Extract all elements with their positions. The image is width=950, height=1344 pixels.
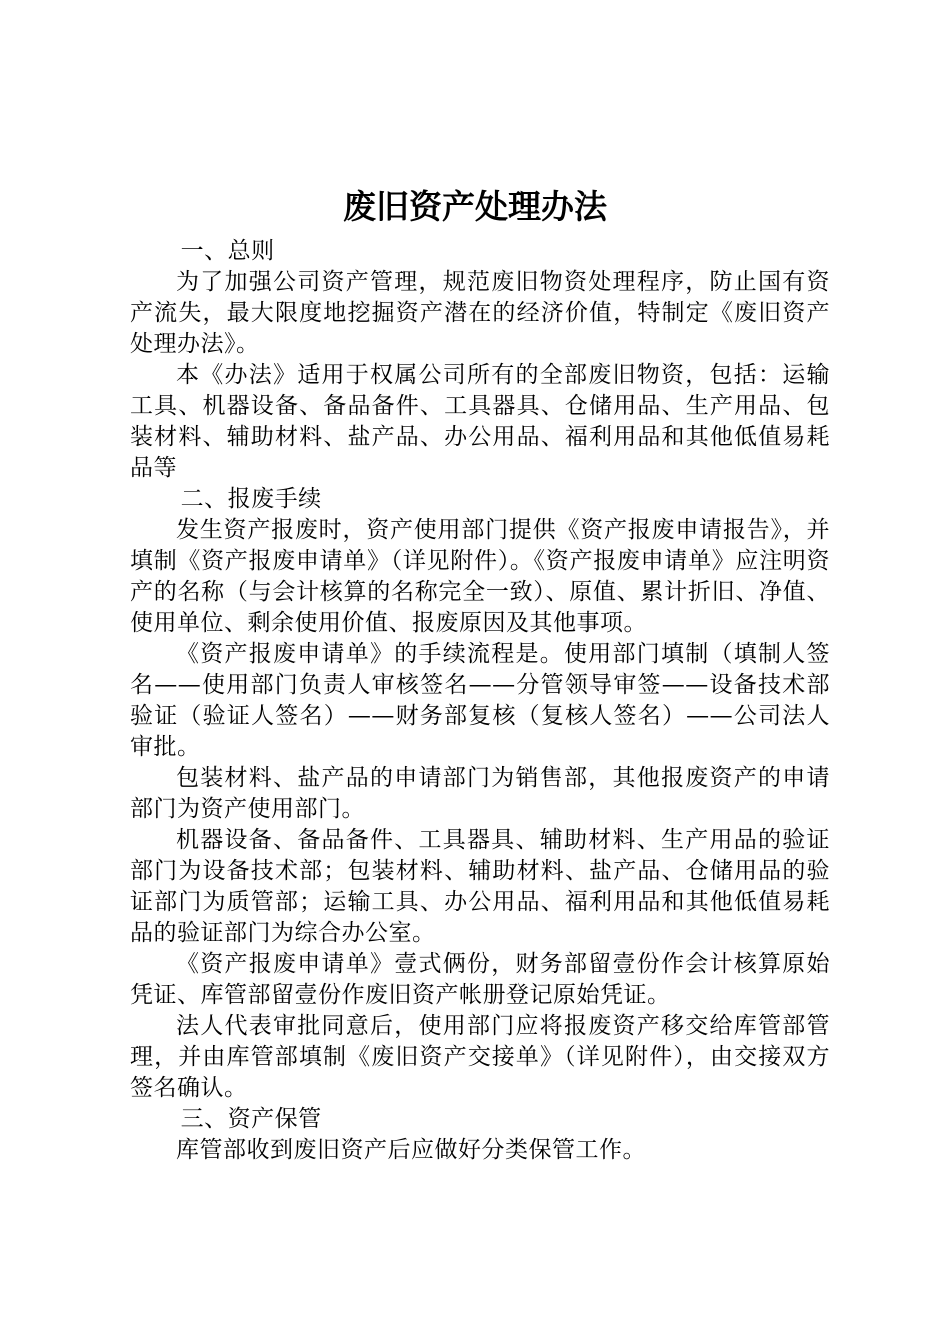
paragraph-approval-flow: 《资产报废申请单》的手续流程是。使用部门填制（填制人签名——使用部门负责人审核签名——分管领导审签——设备技术部验证（验证人签名）——财务部复核（复核人签名）——公司法人审批。 — [130, 641, 830, 760]
section-heading-scrap-procedure: 二、报废手续 — [180, 486, 322, 512]
paragraph-applicant-departments: 包装材料、盐产品的申请部门为销售部，其他报废资产的申请部门为资产使用部门。 — [130, 765, 830, 822]
section-heading-general: 一、总则 — [180, 238, 275, 264]
document-title: 废旧资产处理办法 — [343, 187, 607, 226]
paragraph-scrap-application: 发生资产报废时，资产使用部门提供《资产报废申请报告》，并填制《资产报废申请单》（详见附件）。《资产报废申请单》应注明资产的名称（与会计核算的名称完全一致）、原值、累计折旧、净值、使用单位、剩余使用价值、报废原因及其他事项。 — [130, 517, 830, 636]
document-body — [130, 236, 830, 1166]
paragraph-verification-departments: 机器设备、备品备件、工具器具、辅助材料、生产用品的验证部门为设备技术部；包装材料、辅助材料、盐产品、仓储用品的验证部门为质管部；运输工具、办公用品、福利用品和其他低值易耗品的验证部门为综合办公室。 — [130, 827, 830, 946]
paragraph-purpose: 为了加强公司资产管理，规范废旧物资处理程序，防止国有资产流失，最大限度地挖掘资产潜在的经济价值，特制定《废旧资产处理办法》。 — [130, 269, 830, 357]
paragraph-form-copies: 《资产报废申请单》壹式俩份，财务部留壹份作会计核算原始凭证、库管部留壹份作废旧资产帐册登记原始凭证。 — [130, 951, 830, 1008]
paragraph-custody: 库管部收到废旧资产后应做好分类保管工作。 — [176, 1137, 646, 1163]
paragraph-scope: 本《办法》适用于权属公司所有的全部废旧物资，包括：运输工具、机器设备、备品备件、工具器具、仓储用品、生产用品、包装材料、辅助材料、盐产品、办公用品、福利用品和其他低值易耗品等 — [130, 362, 830, 481]
paragraph-handover: 法人代表审批同意后，使用部门应将报废资产移交给库管部管理，并由库管部填制《废旧资产交接单》（详见附件），由交接双方签名确认。 — [130, 1013, 830, 1101]
section-heading-asset-custody: 三、资产保管 — [180, 1106, 322, 1132]
